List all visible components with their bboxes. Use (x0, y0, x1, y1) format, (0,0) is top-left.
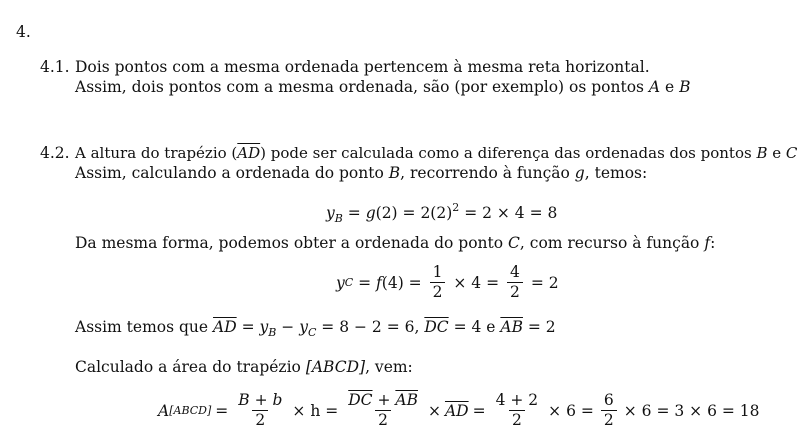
text: Assim temos que (75, 318, 214, 336)
text: + (372, 391, 396, 409)
equals: = (215, 401, 229, 420)
var-y: y (336, 273, 345, 292)
denominator: 2 (507, 282, 523, 302)
numerator: 4 + 2 (495, 391, 539, 409)
item-4-2-line3 (75, 233, 715, 253)
text: e (767, 144, 786, 162)
text: (4) = (381, 273, 427, 292)
item-number-4-2: 4.2. (40, 144, 70, 162)
sub-ABCD: [ABCD] (169, 404, 212, 417)
fraction-segments (345, 391, 421, 430)
text: − (276, 318, 300, 336)
fraction-sum (493, 391, 542, 430)
fraction-one-half (430, 263, 446, 302)
sub-B: B (334, 212, 343, 225)
text: Da mesma forma, podemos obter a ordenada do ponto (75, 234, 509, 252)
function-g: g (574, 164, 585, 182)
text: = 2 (522, 318, 556, 336)
item-4-1-line1: Dois pontos com a mesma ordenada pertencem à mesma reta horizontal. (75, 58, 650, 76)
result: × 6 = 3 × 6 = 18 (623, 401, 760, 420)
var-y: y (259, 318, 269, 336)
segment-AD: $\overline{AD}$ (444, 401, 469, 420)
segment-AB: $\overline{AB}$ (500, 318, 523, 336)
numerator (345, 391, 421, 410)
text: = (342, 204, 366, 222)
exponent: 2 (452, 201, 460, 214)
var-y: y (326, 204, 335, 222)
numerator: 6 (603, 391, 614, 409)
denominator: 2 (252, 410, 268, 430)
denominator: 2 (375, 410, 391, 430)
denominator: 2 (430, 282, 446, 302)
text: = 2 (525, 273, 559, 292)
function-f: f (376, 273, 382, 292)
times-six: × 6 = (548, 401, 594, 420)
item-number-4-1: 4.1. (40, 58, 70, 76)
times: × (427, 401, 441, 420)
function-g: g (365, 204, 376, 222)
text: ) pode ser calculada como a diferença das ordenadas dos pontos (260, 144, 757, 162)
numerator: 1 (432, 263, 443, 281)
text: , temos: (584, 164, 648, 182)
sub-C: C (307, 326, 317, 339)
text: Calculado a área do trapézio (75, 358, 306, 376)
segment-DC: $\overline{DC}$ (348, 391, 373, 409)
var-A: A (158, 401, 170, 420)
trapezoid-name: [ABCD] (305, 358, 366, 376)
item-4-1-line2 (75, 77, 691, 97)
equals: = (472, 401, 486, 420)
item-4-2-line1 (75, 143, 797, 163)
denominator: 2 (601, 410, 617, 430)
text: (2) = 2(2) (375, 204, 453, 222)
segment-AD: $\overline{AD}$ (213, 318, 237, 336)
point-B: B (679, 78, 691, 96)
point-B: B (388, 164, 401, 182)
equation-yB (326, 198, 557, 229)
item-4-2-line4 (75, 317, 556, 343)
sub-B: B (268, 326, 277, 339)
fraction-six-halves (601, 391, 617, 430)
fraction-bases (235, 391, 285, 430)
text: , recorrendo à função (400, 164, 575, 182)
text: Assim, dois pontos com a mesma ordenada, são (por exemplo) os pontos (75, 78, 649, 96)
text: = (353, 273, 377, 292)
segment-AD: $\overline{AD}$ (237, 144, 261, 162)
item-4-2-line2 (75, 163, 647, 183)
text: e (660, 78, 680, 96)
text: = 4 e (448, 318, 501, 336)
numerator: 4 (510, 263, 520, 281)
var-y: y (299, 318, 308, 336)
text: : (710, 234, 716, 252)
fraction-four-halves (507, 263, 523, 302)
point-B: B (756, 144, 768, 162)
point-C: C (508, 234, 520, 252)
segment-DC: $\overline{DC}$ (424, 318, 449, 336)
text: = 2 × 4 = 8 (459, 204, 558, 222)
text: A altura do trapézio ( (75, 144, 238, 162)
point-C: C (785, 144, 797, 162)
text: × 4 = (448, 273, 505, 292)
equation-area (158, 391, 764, 430)
text: = (236, 318, 260, 336)
text: , vem: (365, 358, 413, 376)
denominator: 2 (509, 410, 525, 430)
section-number: 4. (16, 23, 31, 41)
text: B + b (238, 391, 283, 409)
segment-AB: $\overline{AB}$ (395, 391, 418, 409)
text: Assim, calculando a ordenada do ponto (75, 164, 389, 182)
sub-C: C (344, 276, 354, 289)
point-A: A (648, 78, 661, 96)
text: = 8 − 2 = 6, (316, 318, 425, 336)
numerator (235, 391, 285, 410)
function-f: f (704, 234, 711, 252)
text: , com recurso à função (519, 234, 705, 252)
item-4-2-line5 (75, 357, 413, 377)
times-h: × h = (292, 401, 339, 420)
equation-yC (336, 263, 559, 302)
